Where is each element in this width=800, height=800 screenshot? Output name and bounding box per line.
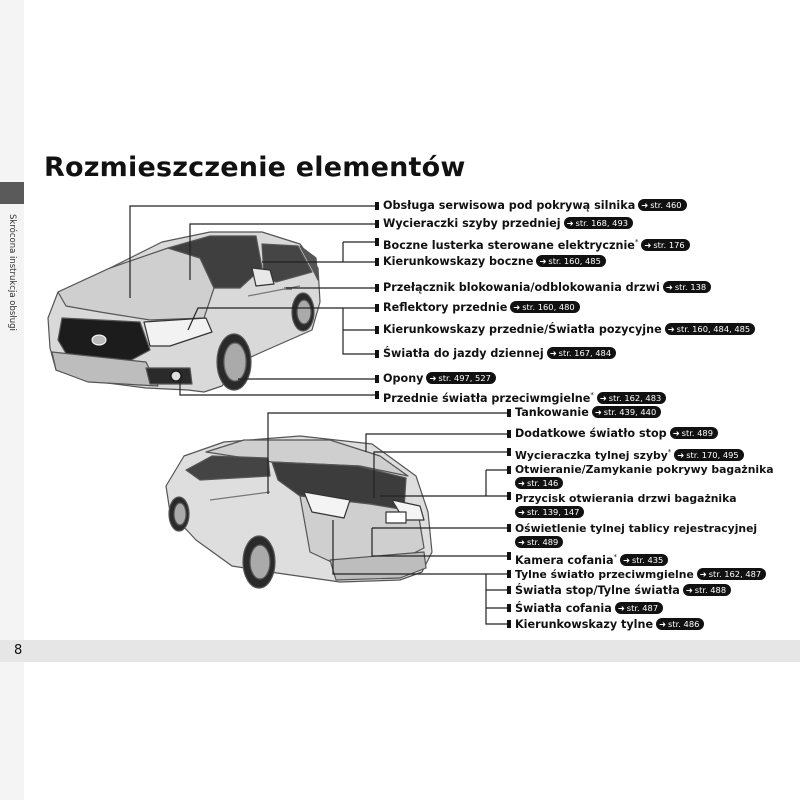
- optional-star: *: [667, 448, 672, 456]
- page-reference-badge[interactable]: ➜ str. 486: [656, 618, 704, 630]
- callout-tailgate-open-close: [515, 463, 774, 491]
- callout-side-indicators: [383, 255, 606, 269]
- callout-text: Kierunkowskazy boczne: [383, 255, 534, 268]
- callout-text: Obsługa serwisowa pod pokrywą silnika: [383, 199, 636, 212]
- callout-text: Wycieraczki szyby przedniej: [383, 217, 561, 230]
- callout-text: Światła do jazdy dziennej: [383, 347, 544, 360]
- callout-text: Boczne lusterka sterowane elektrycznie: [383, 239, 635, 252]
- callout-high-mount-brake-light: [515, 427, 718, 441]
- page-reference-badge[interactable]: ➜ str. 168, 493: [564, 217, 633, 229]
- page-reference-badge[interactable]: ➜ str. 139, 147: [515, 506, 584, 518]
- callout-door-lock-switch: [383, 281, 711, 295]
- page-reference-badge[interactable]: ➜ str. 138: [663, 281, 711, 293]
- callout-front-indicators: [383, 323, 755, 337]
- callout-front-fog-lights: [383, 388, 666, 406]
- callout-text: Przednie światła przeciwmgielne: [383, 392, 591, 405]
- page-reference-badge[interactable]: ➜ str. 435: [620, 554, 668, 566]
- callout-refuelling: [515, 406, 661, 420]
- callout-rear-wiper: [515, 445, 744, 463]
- callout-rear-indicators: [515, 618, 704, 632]
- front-car-illustration: [48, 232, 320, 392]
- callout-text: Otwieranie/Zamykanie pokrywy bagażnika: [515, 463, 774, 476]
- callout-text: Kamera cofania: [515, 554, 614, 567]
- optional-star: *: [634, 238, 639, 246]
- callout-engine-service: [383, 199, 687, 213]
- callout-text: Światła cofania: [515, 602, 612, 615]
- callout-daytime-running-lights: [383, 347, 616, 361]
- callout-license-plate-light: [515, 522, 757, 550]
- callout-headlights: [383, 301, 580, 315]
- callout-text: Kierunkowskazy tylne: [515, 618, 654, 631]
- page-footer-band: [0, 640, 800, 662]
- rear-callout-markers: [507, 409, 511, 628]
- page-reference-badge[interactable]: ➜ str. 167, 484: [547, 347, 616, 359]
- page-reference-badge[interactable]: ➜ str. 487: [615, 602, 663, 614]
- optional-star: *: [613, 553, 618, 561]
- page-reference-badge[interactable]: ➜ str. 160, 485: [536, 255, 605, 267]
- page-reference-badge[interactable]: ➜ str. 489: [670, 427, 718, 439]
- front-callout-markers: [375, 202, 379, 399]
- optional-star: *: [590, 391, 594, 399]
- callout-power-mirrors: [383, 235, 690, 253]
- callout-rearview-camera: [515, 550, 668, 568]
- callout-brake-tail-lights: [515, 584, 731, 598]
- callout-text: Przełącznik blokowania/odblokowania drzwi: [383, 281, 660, 294]
- page-reference-badge[interactable]: ➜ str. 176: [641, 239, 689, 251]
- callout-text: Kierunkowskazy przednie/Światła pozycyjne: [383, 323, 662, 336]
- callout-text: Tylne światło przeciwmgielne: [515, 568, 694, 581]
- page-reference-badge[interactable]: ➜ str. 162, 483: [597, 392, 666, 404]
- callout-rear-fog-light: [515, 568, 766, 582]
- rear-car-illustration: [166, 436, 432, 588]
- page-title: Rozmieszczenie elementów: [44, 152, 466, 183]
- page-reference-badge[interactable]: ➜ str. 489: [515, 536, 563, 548]
- page-number: 8: [14, 643, 23, 658]
- callout-reversing-lights: [515, 602, 663, 616]
- page-reference-badge[interactable]: ➜ str. 439, 440: [592, 406, 661, 418]
- page-reference-badge[interactable]: ➜ str. 460: [638, 199, 686, 211]
- callout-text: Dodatkowe światło stop: [515, 427, 667, 440]
- callout-text: Opony: [383, 372, 424, 385]
- page-reference-badge[interactable]: ➜ str. 160, 484, 485: [665, 323, 756, 335]
- callout-text: Światła stop/Tylne światła: [515, 584, 680, 597]
- page-reference-badge[interactable]: ➜ str. 488: [683, 584, 731, 596]
- page-reference-badge[interactable]: ➜ str. 497, 527: [426, 372, 495, 384]
- callout-text: Reflektory przednie: [383, 301, 508, 314]
- page-reference-badge[interactable]: ➜ str. 170, 495: [674, 449, 743, 461]
- section-side-label: Skrócona instrukcja obsługi: [7, 214, 17, 331]
- callout-text: Wycieraczka tylnej szyby: [515, 449, 668, 462]
- callout-text: Przycisk otwierania drzwi bagażnika: [515, 492, 737, 505]
- callout-text: Tankowanie: [515, 406, 589, 419]
- callout-front-wipers: [383, 217, 633, 231]
- page-reference-badge[interactable]: ➜ str. 146: [515, 477, 563, 489]
- page-reference-badge[interactable]: ➜ str. 160, 480: [510, 301, 579, 313]
- page-reference-badge[interactable]: ➜ str. 162, 487: [697, 568, 766, 580]
- callout-tyres: [383, 372, 496, 386]
- callout-tailgate-release-button: [515, 492, 737, 520]
- callout-text: Oświetlenie tylnej tablicy rejestracyjnej: [515, 522, 758, 535]
